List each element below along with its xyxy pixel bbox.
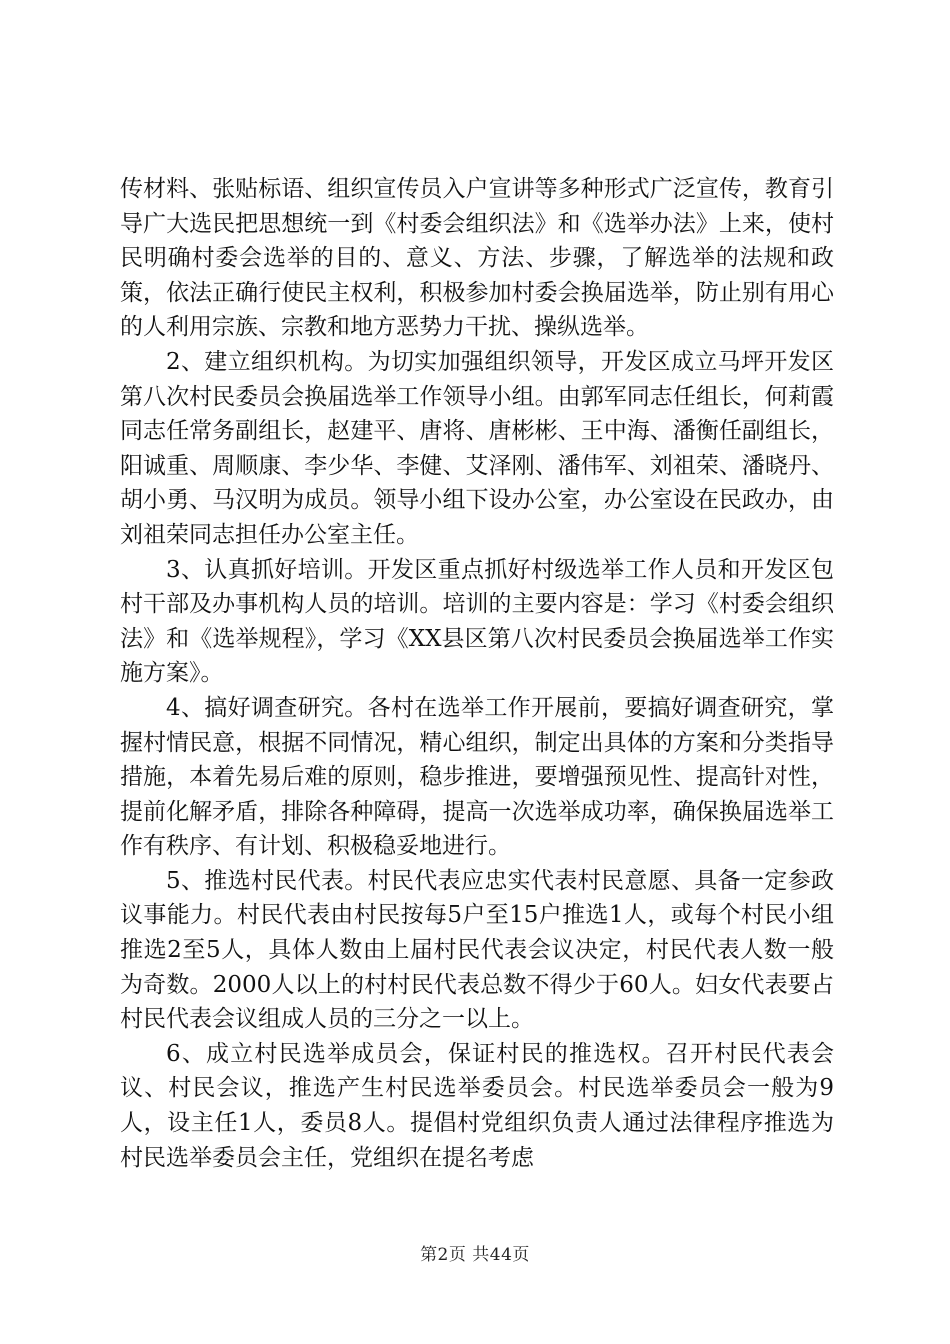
document-body (120, 172, 834, 1175)
paragraph-item-3: 3、认真抓好培训。开发区重点抓好村级选举工作人员和开发区包村干部及办事机构人员的培训。培训的主要内容是：学习《村委会组织法》和《选举规程》，学习《XX县区第八次村民委员会换届选举工作实施方案》。 (120, 556, 834, 687)
paragraph-item-4: 4、搞好调查研究。各村在选举工作开展前，要搞好调查研究，掌握村情民意，根据不同情况，精心组织，制定出具体的方案和分类指导措施，本着先易后难的原则，稳步推进，要增强预见性、提高针对性，提前化解矛盾，排除各种障碍，提高一次选举成功率，确保换届选举工作有秩序、有计划、积极稳妥地进行。 (120, 694, 834, 860)
page-number-footer: 第2页 共44页 (420, 1245, 530, 1265)
paragraph-item-6: 6、成立村民选举成员会，保证村民的推选权。召开村民代表会议、村民会议，推选产生村民选举委员会。村民选举委员会一般为9人，设主任1人，委员8人。提倡村党组织负责人通过法律程序推选为村民选举委员会主任，党组织在提名考虑 (120, 1040, 834, 1171)
paragraph-item-2: 2、建立组织机构。为切实加强组织领导，开发区成立马坪开发区第八次村民委员会换届选举工作领导小组。由郭军同志任组长，何莉霞同志任常务副组长，赵建平、唐将、唐彬彬、王中海、潘衡任副组长，阳诚重、周顺康、李少华、李健、艾泽刚、潘伟军、刘祖荣、潘晓丹、胡小勇、马汉明为成员。领导小组下设办公室，办公室设在民政办，由刘祖荣同志担任办公室主任。 (120, 348, 834, 548)
paragraph-item-5: 5、推选村民代表。村民代表应忠实代表村民意愿、具备一定参政议事能力。村民代表由村民按每5户至15户推选1人，或每个村民小组推选2至5人，具体人数由上届村民代表会议决定，村民代表人数一般为奇数。2000人以上的村村民代表总数不得少于60人。妇女代表要占村民代表会议组成人员的三分之一以上。 (120, 867, 834, 1033)
paragraph-continuation: 传材料、张贴标语、组织宣传员入户宣讲等多种形式广泛宣传，教育引导广大选民把思想统一到《村委会组织法》和《选举办法》上来，使村民明确村委会选举的目的、意义、方法、步骤，了解选举的法规和政策，依法正确行使民主权利，积极参加村委会换届选举，防止别有用心的人利用宗族、宗教和地方恶势力干扰、操纵选举。 (120, 176, 834, 341)
